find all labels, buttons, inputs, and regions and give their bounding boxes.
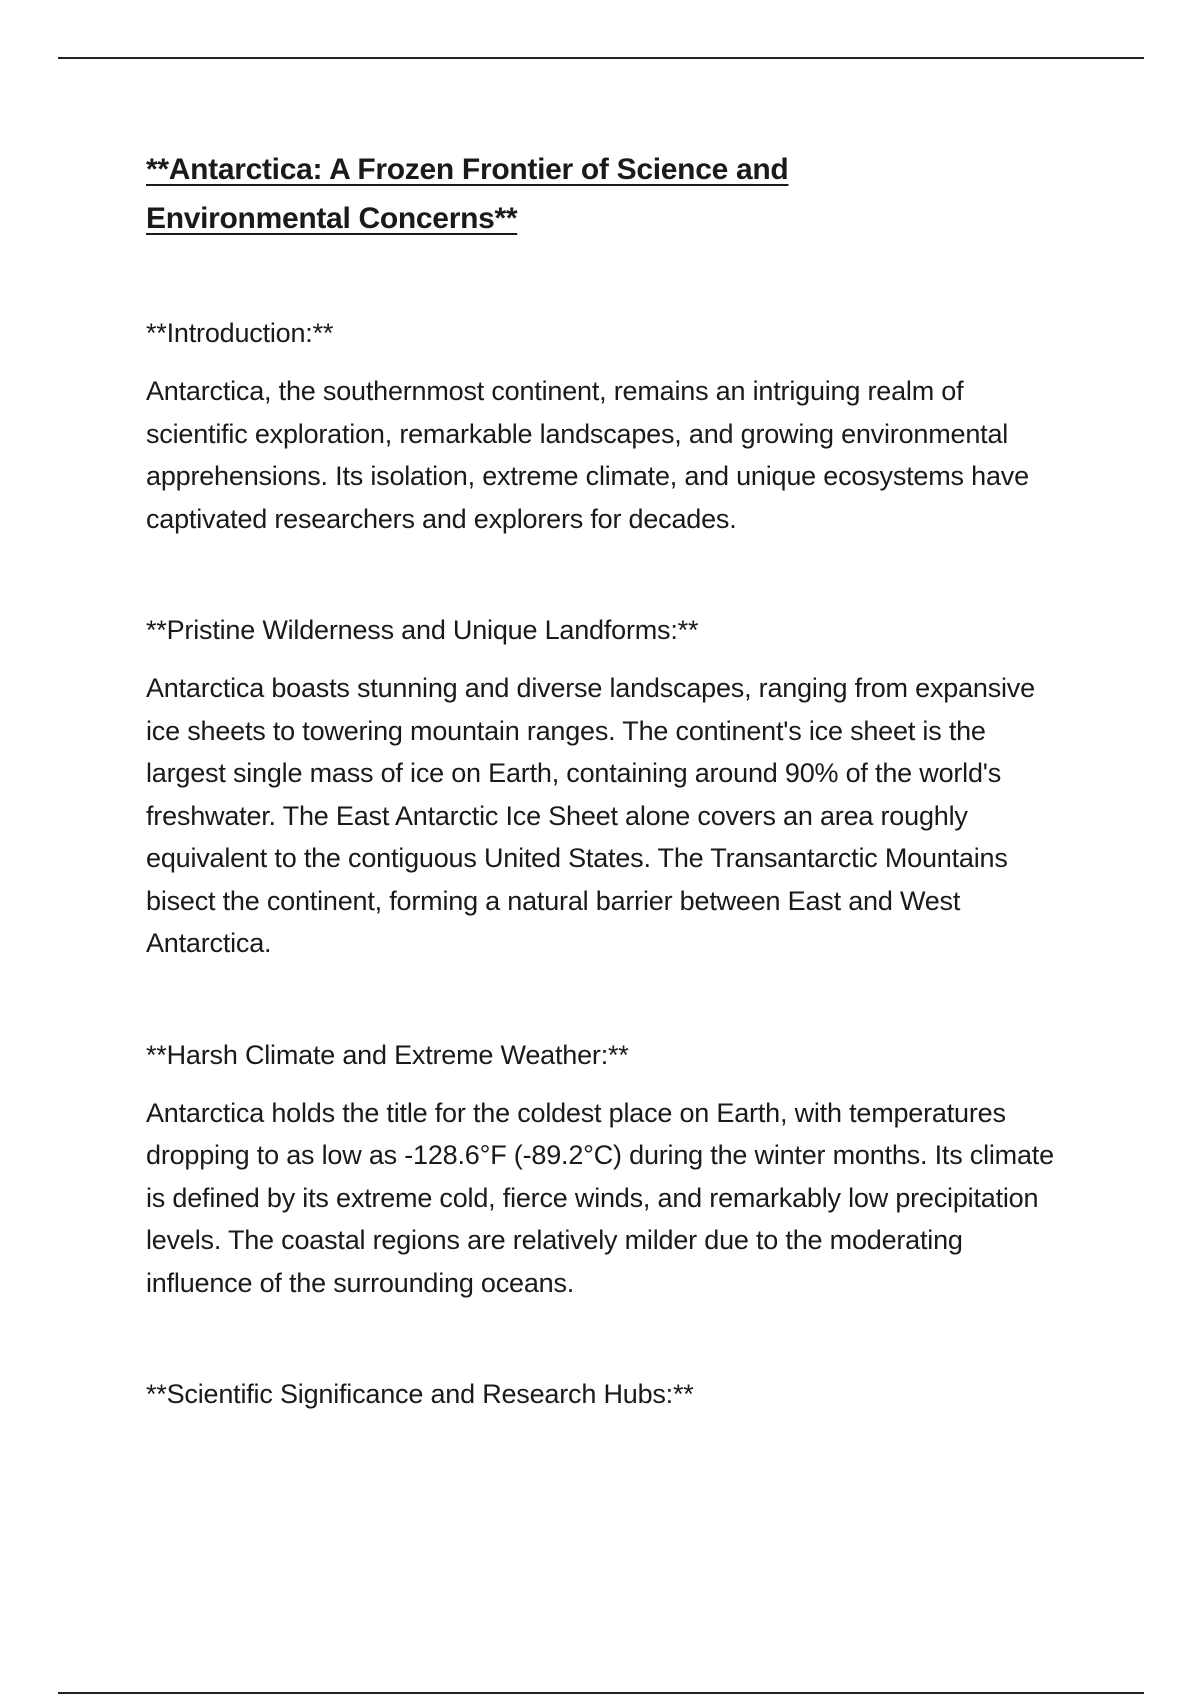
section-heading: **Harsh Climate and Extreme Weather:**	[146, 1039, 629, 1070]
section-paragraph: Antarctica boasts stunning and diverse landscapes, ranging from expansive ice sheets to towering mountain ranges. The continent's ice sheet is the largest single mass of ice on Earth, containing around 90% of the world's freshwater. The East Antarctic Ice Sheet alone covers an area roughly equivalent to the contiguous United States. The Transantarctic Mountains bisect the continent, forming a natural barrier between East and West Antarctica.	[146, 673, 1035, 958]
page-bottom-border	[58, 1692, 1144, 1694]
document-page	[146, 145, 1066, 1414]
section-paragraph: Antarctica, the southernmost continent, remains an intriguing realm of scientific exploration, remarkable landscapes, and growing environmental apprehensions. Its isolation, extreme climate, and unique ecosystems have captivated researchers and explorers for decades.	[146, 376, 1029, 534]
section-heading: **Pristine Wilderness and Unique Landforms:**	[146, 615, 699, 645]
page-top-border	[58, 57, 1144, 59]
section-paragraph: Antarctica holds the title for the coldest place on Earth, with temperatures dropping to as low as -128.6°F (-89.2°C) during the winter months. Its climate is defined by its extreme cold, fierce winds, and remarkably low precipitation levels. The coastal regions are relatively milder due to the moderating influence of the surrounding oceans.	[146, 1097, 1054, 1298]
section-scientific-significance	[146, 1374, 1066, 1414]
section-harsh-climate	[146, 1035, 1066, 1305]
section-pristine-wilderness	[146, 610, 1066, 965]
document-title: **Antarctica: A Frozen Frontier of Science and Environmental Concerns**	[146, 153, 789, 235]
section-heading: **Introduction:**	[146, 318, 334, 348]
section-introduction	[146, 313, 1066, 540]
section-heading: **Scientific Significance and Research Hubs:**	[146, 1379, 694, 1409]
